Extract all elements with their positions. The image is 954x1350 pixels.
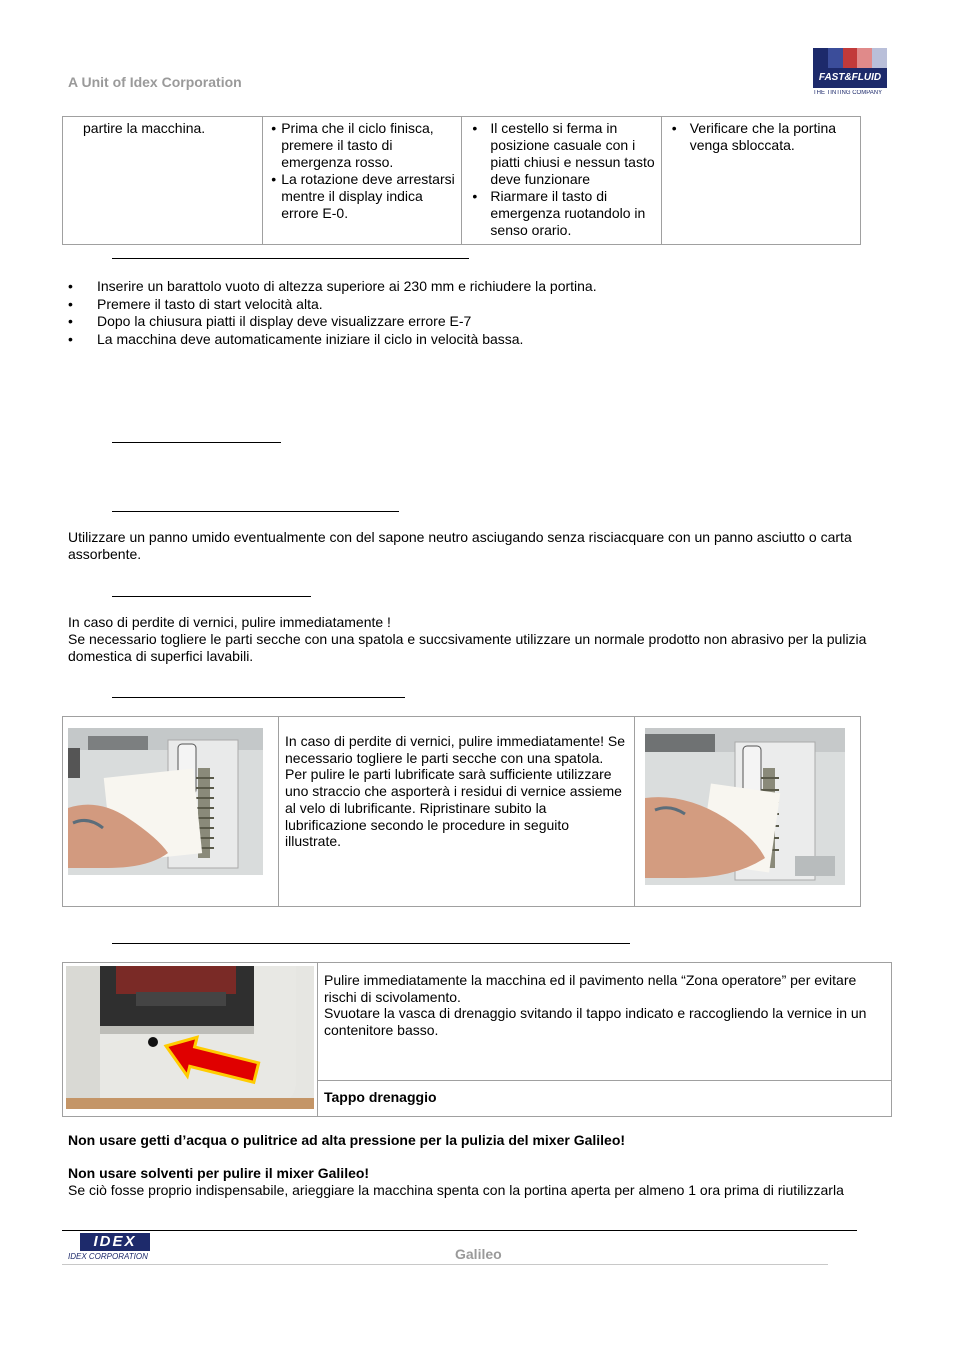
list-item: • Riarmare il tasto di emergenza ruotandolo in senso orario. <box>490 188 656 239</box>
test-table <box>62 116 861 245</box>
solvent-note: Se ciò fosse proprio indispensabile, arieggiare la macchina spenta con la portina aperta per almeno 1 ora prima di riutilizzarla <box>68 1182 844 1198</box>
footer-rule-secondary <box>62 1264 828 1265</box>
idex-logo-tagline: IDEX CORPORATION <box>68 1252 148 1261</box>
drain-label-cell <box>318 1081 892 1117</box>
panel-cleaning-text: Utilizzare un panno umido eventualmente con del sapone neutro asciugando senza risciacquare con un panno asciutto o carta assorbente. <box>68 529 852 562</box>
drain-instruction-cell: Pulire immediatamente la macchina ed il pavimento nella “Zona operatore” per evitare rischi di scivolamento. Svuotare la vasca di drenaggio svitando il tappo indicato e raccogliendo la vernice in un contenitore basso. <box>318 963 892 1081</box>
section-heading-rule <box>112 258 469 259</box>
cleaning-photo-left <box>68 728 263 875</box>
list-item: • Premere il tasto di start velocità alta. <box>68 296 597 314</box>
drain-photo <box>66 966 314 1109</box>
list-item: • Il cestello si ferma in posizione casuale con i piatti chiusi e nessun tasto deve funzionare <box>490 120 656 188</box>
list-item: • La macchina deve automaticamente iniziare il ciclo in velocità bassa. <box>68 331 597 349</box>
idex-logo <box>68 1233 160 1263</box>
logo-color-blocks <box>813 48 887 68</box>
header-unit-text: A Unit of Idex Corporation <box>68 74 242 90</box>
test-table-cell-3 <box>462 117 661 245</box>
list-item: • Dopo la chiusura piatti il display deve visualizzare errore E-7 <box>68 313 597 331</box>
section-heading-rule <box>112 442 281 443</box>
list-item: • Prima che il ciclo finisca, premere il tasto di emergenza rosso. <box>281 120 457 171</box>
footer-product-name: Galileo <box>455 1246 502 1262</box>
test-table-cell-2 <box>263 117 462 245</box>
warning-high-pressure: Non usare getti d’acqua o pulitrice ad alta pressione per la pulizia del mixer Galileo! <box>68 1132 626 1148</box>
logo-wordmark: FAST&FLUID <box>813 68 887 88</box>
fast-fluid-logo <box>813 48 887 98</box>
cleaning-photo-left-graphic <box>68 728 263 875</box>
spill-text-1: In caso di perdite di vernici, pulire immediatamente ! <box>68 614 391 630</box>
list-item: • La rotazione deve arrestarsi mentre il display indica errore E-0. <box>281 171 457 222</box>
spill-text-2: Se necessario togliere le parti secche con una spatola e succsivamente utilizzare un normale prodotto non abrasivo per la pulizia domestica di superfici lavabili. <box>68 631 867 664</box>
cleaning-photo-right-graphic <box>645 728 845 885</box>
warning-solvents: Non usare solventi per pulire il mixer Galileo! <box>68 1165 370 1181</box>
instruction-cell: In caso di perdite di vernici, pulire immediatamente! Se necessario togliere le parti secche con una spatola. Per pulire le parti lubrificate sarà sufficiente utilizzare uno straccio che asporterà i residui di vernice assieme al velo di lubrificante. Ripristinare subito la lubrificazione secondo le procedure in seguito illustrate. <box>279 717 635 907</box>
logo-tagline: THE TINTING COMPANY <box>813 90 883 96</box>
idex-logo-mark: IDEX <box>80 1233 150 1251</box>
drain-photo-graphic <box>66 966 314 1109</box>
section-heading-rule <box>112 596 311 597</box>
test-steps-list <box>68 278 597 348</box>
list-item: • Verificare che la portina venga sbloccata. <box>690 120 856 154</box>
footer-rule <box>62 1230 857 1231</box>
section-heading-rule <box>112 511 399 512</box>
test-table-cell-1: partire la macchina. <box>63 117 263 245</box>
section-heading-rule <box>112 943 630 944</box>
list-item: • Inserire un barattolo vuoto di altezza superiore ai 230 mm e richiudere la portina. <box>68 278 597 296</box>
cleaning-photo-right <box>645 728 845 885</box>
test-table-cell-4 <box>661 117 860 245</box>
section-heading-rule <box>112 697 405 698</box>
drain-plug-label: Tappo drenaggio <box>324 1089 437 1105</box>
